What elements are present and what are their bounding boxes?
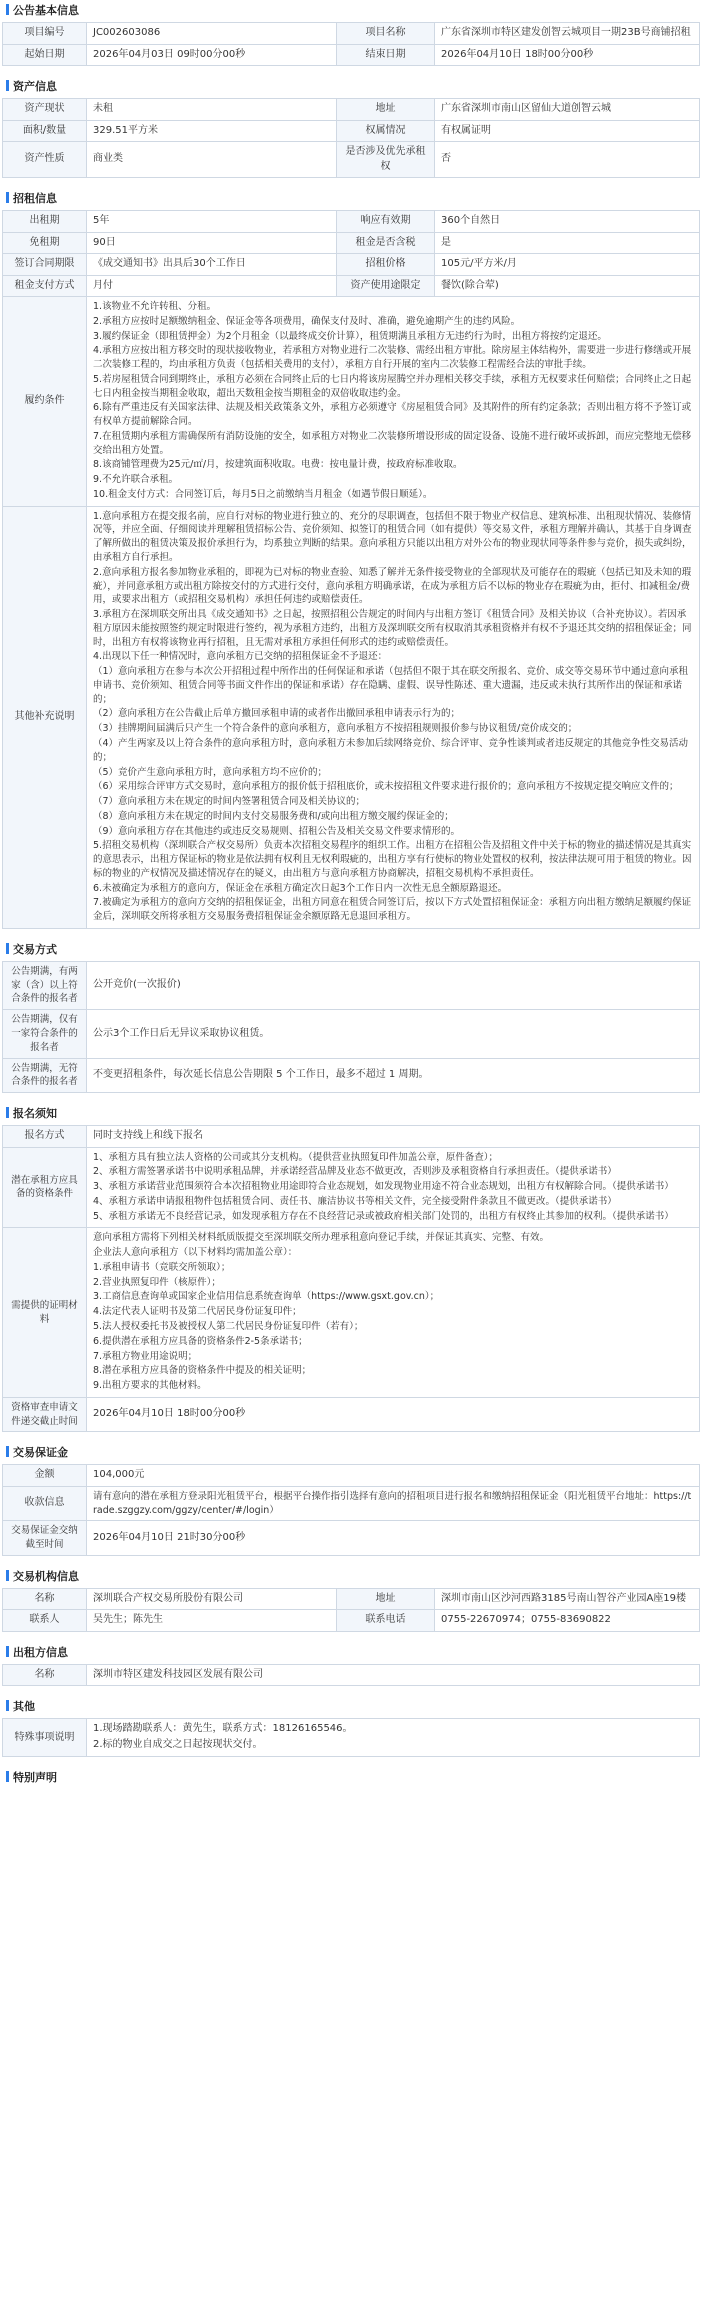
other-note-item: 7.被确定为承租方的意向方交纳的招租保证金，出租方同意在租赁合同签订后，按以下方式处置招租保证金：承租方向出租方缴纳足额履约保证金后，深圳联交所将承租方交易服务费招租保证金余额原路无息退回承租方。	[93, 897, 692, 923]
label-price: 招租价格	[337, 254, 435, 276]
other-note-item: 6.未被确定为承租方的意向方，保证金在承租方确定次日起3个工作日内一次性无息全额原路退还。	[93, 882, 508, 894]
label-asset-status: 资产现状	[3, 99, 87, 121]
section-trade-title: 交易方式	[13, 942, 57, 956]
value-tax: 是	[435, 232, 700, 254]
label-free-period: 免租期	[3, 232, 87, 254]
label-deposit-method: 收款信息	[3, 1486, 87, 1521]
label-sign-deadline: 签订合同期限	[3, 254, 87, 276]
value-agency-address: 深圳市南山区沙河西路3185号南山智谷产业园A座19楼	[435, 1588, 700, 1610]
doc-item: 8.潜在承租方应具备的资格条件中提及的相关证明；	[93, 1365, 312, 1377]
agency-table	[2, 1588, 700, 1632]
doc-item: 9.出租方要求的其他材料。	[93, 1380, 207, 1392]
doc-item: 5.法人授权委托书及被授权人第二代居民身份证复印件（若有）；	[93, 1320, 364, 1332]
other-note-item: （5）竞价产生意向承租方时，意向承租方均不应价的；	[93, 766, 328, 778]
value-valid-period: 360个自然日	[435, 211, 700, 233]
special-note-item: 2.标的物业自成交之日起按现状交付。	[93, 1738, 263, 1750]
section-agency	[2, 1566, 700, 1588]
section-signup	[2, 1103, 700, 1125]
qualification-list	[87, 1147, 700, 1228]
doc-item: 意向承租方需将下列相关材料纸质版提交至深圳联交所办理承租意向登记手续，并保证其真实、完整、有效。	[93, 1232, 550, 1244]
performance-item: 10.租金支付方式：合同签订后，每月5日之前缴纳当月租金（如遇节假日顺延）。	[93, 488, 433, 500]
value-review-deadline: 2026年04月10日 18时00分00秒	[87, 1397, 700, 1432]
value-trade-none: 不变更招租条件，每次延长信息公告期限 5 个工作日，最多不超过 1 周期。	[87, 1058, 700, 1093]
label-ownership: 权属情况	[337, 120, 435, 142]
other-note-item: （3）挂牌期间届满后只产生一个符合条件的意向承租方，意向承租方不按招租规则报价参与协议租赁/竞价成交的；	[93, 723, 578, 735]
label-trade-single: 公告期满，仅有一家符合条件的报名者	[3, 1010, 87, 1058]
label-asset-type: 资产性质	[3, 142, 87, 178]
lease-table	[2, 210, 700, 929]
doc-item: 4.法定代表人证明书及第二代居民身份证复印件；	[93, 1306, 302, 1318]
value-lessor-name: 深圳市特区建发科技园区发展有限公司	[87, 1664, 700, 1686]
other-note-item: （4）产生两家及以上符合条件的意向承租方时，意向承租方未参加后续网络竞价、综合评审、竞争性谈判或者违反规定的其他竞争性交易活动的；	[93, 737, 689, 763]
other-note-item: （7）意向承租方未在规定的时间内签署租赁合同及相关协议的；	[93, 796, 366, 808]
value-agency-contact: 吴先生；陈先生	[87, 1610, 337, 1632]
label-required-docs: 需提供的证明材料	[3, 1228, 87, 1397]
special-notes-list	[87, 1719, 700, 1757]
label-project-name: 项目名称	[337, 23, 435, 45]
value-asset-type: 商业类	[87, 142, 337, 178]
doc-item: 7.承租方物业用途说明；	[93, 1350, 198, 1362]
label-asset-address: 地址	[337, 99, 435, 121]
section-trade	[2, 939, 700, 961]
performance-item: 4.承租方应按出租方移交时的现状接收物业，若承租方对物业进行二次装修、需经出租方审批。除房屋主体结构外，需要进一步进行修缮或开展二次装修工程的，均由承租方负责（包括相关费用的支付），承租方自行开展的室内二次装修工程需经合法的审批手续。	[93, 345, 692, 371]
value-deposit-method: 请有意向的潜在承租方登录阳光租赁平台，根据平台操作指引选择有意向的招租项目进行报名和缴纳招租保证金（阳光租赁平台地址：https://trade.szggzy.com/ggzy/center/#/login）	[87, 1486, 700, 1521]
qualification-item: 1、承租方具有独立法人资格的公司或其分支机构。（提供营业执照复印件加盖公章，原件备查）；	[93, 1151, 499, 1163]
label-qualification: 潜在承租方应具备的资格条件	[3, 1147, 87, 1228]
label-area: 面积/数量	[3, 120, 87, 142]
section-lease	[2, 188, 700, 210]
section-declaration	[2, 1767, 700, 1789]
value-deposit-amount: 104,000元	[87, 1465, 700, 1487]
doc-item: 3.工商信息查询单或国家企业信用信息系统查询单（https://www.gsxt.gov.cn）；	[93, 1291, 440, 1303]
performance-item: 9.不允许联合承租。	[93, 474, 179, 486]
deposit-table	[2, 1464, 700, 1556]
label-priority: 是否涉及优先承租权	[337, 142, 435, 178]
other-note-item: 4.出现以下任一种情况时，意向承租方已交纳的招租保证金不予退还：	[93, 651, 388, 663]
label-special-notes: 特殊事项说明	[3, 1719, 87, 1757]
doc-item: 2.营业执照复印件（核原件）；	[93, 1276, 221, 1288]
doc-item: 企业法人意向承租方（以下材料均需加盖公章）：	[93, 1247, 298, 1259]
label-performance: 履约条件	[3, 297, 87, 507]
other-note-item: （6）采用综合评审方式交易时，意向承租方的报价低于招租底价，或未按招租文件要求进行报价的；意向承租方不按规定提交响应文件的；	[93, 781, 679, 793]
section-lessor-title: 出租方信息	[13, 1645, 68, 1659]
value-signup-method: 同时支持线上和线下报名	[87, 1126, 700, 1148]
performance-item: 2.承租方应按时足额缴纳租金、保证金等各项费用，确保支付及时、准确，避免逾期产生的违约风险。	[93, 315, 521, 327]
value-priority: 否	[435, 142, 700, 178]
section-asset	[2, 76, 700, 98]
section-lease-title: 招租信息	[13, 192, 57, 205]
value-project-no: JC002603086	[87, 23, 337, 45]
doc-item: 1.承租申请书（竞联交所领取）；	[93, 1261, 231, 1273]
other-note-item: （2）意向承租方在公告截止后单方撤回承租申请的或者作出撤回承租申请表示行为的；	[93, 708, 461, 720]
section-basic-title: 公告基本信息	[13, 4, 79, 17]
label-review-deadline: 资格审查申请文件递交截止时间	[3, 1397, 87, 1432]
performance-list	[87, 297, 700, 507]
section-other	[2, 1696, 700, 1718]
other-note-item: 1.意向承租方在提交报名前，应自行对标的物业进行独立的、充分的尽职调查，包括但不限于物业产权信息、建筑标准、出租现状情况、装修情况等，并应全面、仔细阅读并理解租赁招标公告、竞价须知、拟签订的租赁合同（如有提供）等交易文件，承租方理解并确认，其基于自身调查了解所做出的租赁决策及报价承担行为，均系独立判断的结果。意向承租方只能以出租方对外公布的物业现状同等条件参与竞价，损失或纠纷，由承租方自行承担。	[93, 510, 692, 564]
other-note-item: （9）意向承租方存在其他违约或违反交易规则、招租公告及相关交易文件要求情形的。	[93, 825, 461, 837]
label-project-no: 项目编号	[3, 23, 87, 45]
qualification-item: 5、承租方承诺无不良经营记录，如发现承租方存在不良经营记录或被政府相关部门处罚的，出租方有权终止其参加的权利。（提供承诺书）	[93, 1210, 674, 1222]
basic-table	[2, 22, 700, 66]
label-tax: 租金是否含税	[337, 232, 435, 254]
performance-item: 5.若房屋租赁合同到期终止，承租方必须在合同终止后的七日内将该房屋腾空并办理相关移交手续，承租方无权要求任何赔偿；合同终止之日起七日内租金按当期租金收取，超出天数租金按当期租金的双倍收取违约金。	[93, 373, 692, 399]
value-price: 105元/平方米/月	[435, 254, 700, 276]
asset-table	[2, 98, 700, 178]
label-lessor-name: 名称	[3, 1664, 87, 1686]
label-signup-method: 报名方式	[3, 1126, 87, 1148]
special-note-item: 1.现场踏勘联系人：黄先生，联系方式：18126165546。	[93, 1723, 353, 1735]
label-agency-contact: 联系人	[3, 1610, 87, 1632]
label-end-date: 结束日期	[337, 44, 435, 66]
label-deposit-amount: 金额	[3, 1465, 87, 1487]
value-asset-status: 未租	[87, 99, 337, 121]
other-table	[2, 1718, 700, 1757]
other-note-item: 3.承租方在深圳联交所出具《成交通知书》之日起，按照招租公告规定的时间内与出租方签订《租赁合同》及相关协议（合补充协议）。若因承租方原因未能按照签约规定时限进行签约，视为承租方违约，出租方及深圳联交所有权取消其承租资格并有权不予退还其交纳的招租保证金；同时，出租方有权将该物业再行招租，且无需对承租方承担任何形式的违约或赔偿责任。	[93, 609, 692, 648]
label-deposit-deadline: 交易保证金交纳截至时间	[3, 1521, 87, 1556]
qualification-item: 3、承租方承诺营业范围须符合本次招租物业用途即符合业态规划，如发现物业用途不符合业态规划，出租方有权解除合同。（提供承诺书）	[93, 1181, 674, 1193]
label-agency-phone: 联系电话	[337, 1610, 435, 1632]
other-note-item: 5.招租交易机构（深圳联合产权交易所）负责本次招租交易程序的组织工作。出租方在招租公告及招租文件中关于标的物业的描述情况是其真实的意思表示，出租方保证标的物业是依法拥有权利且无权利瑕疵的，出租方享有行使标的物业处置权的权利，按法律法规可用于租赁的物业。因标的物业的产权情况及描述情况存在的疑义，由出租方与意向承租方协商解决，招租交易机构不承担责任。	[93, 840, 692, 879]
value-end-date: 2026年04月10日 18时00分00秒	[435, 44, 700, 66]
performance-item: 1.该物业不允许转租、分租。	[93, 301, 217, 312]
section-basic	[2, 0, 700, 22]
lessor-table	[2, 1664, 700, 1687]
section-lessor	[2, 1642, 700, 1664]
label-trade-none: 公告期满，无符合条件的报名者	[3, 1058, 87, 1093]
label-use: 资产使用途限定	[337, 275, 435, 297]
performance-item: 7.在租赁期内承租方需确保所有消防设施的安全，如承租方对物业二次装修所增设形成的固定设备、设施不进行破坏或拆卸，而应完整地无偿移交给出租方处置。	[93, 430, 692, 456]
value-agency-phone: 0755-22670974；0755-83690822	[435, 1610, 700, 1632]
value-trade-single: 公示3个工作日后无异议采取协议租赁。	[87, 1010, 700, 1058]
label-trade-multiple: 公告期满，有两家（含）以上符合条件的报名者	[3, 961, 87, 1009]
label-agency-address: 地址	[337, 1588, 435, 1610]
value-project-name: 广东省深圳市特区建发创智云城项目一期23B号商铺招租	[435, 23, 700, 45]
signup-table	[2, 1125, 700, 1432]
qualification-item: 2、承租方需签署承诺书中说明承租品牌，并承诺经营品牌及业态不做更改，否则涉及承租资格自行承担责任。（提供承诺书）	[93, 1166, 617, 1178]
value-asset-address: 广东省深圳市南山区留仙大道创智云城	[435, 99, 700, 121]
other-notes-list	[87, 506, 700, 928]
section-asset-title: 资产信息	[13, 80, 57, 93]
label-agency-name: 名称	[3, 1588, 87, 1610]
section-deposit-title: 交易保证金	[13, 1446, 68, 1460]
other-note-item: （1）意向承租方在参与本次公开招租过程中所作出的任何保证和承诺（包括但不限于其在联交所报名、竞价、成交等交易环节中通过意向承租申请书、竞价须知、租赁合同等书面文件作出的保证和承诺）存在隐瞒、虚假、误导性陈述、重大遗漏，违反或未执行其所作出的保证和承诺的；	[93, 666, 689, 705]
value-agency-name: 深圳联合产权交易所股份有限公司	[87, 1588, 337, 1610]
label-payment: 租金支付方式	[3, 275, 87, 297]
value-area: 329.51平方米	[87, 120, 337, 142]
qualification-item: 4、承租方承诺申请报租物件包括租赁合同、责任书、廉洁协议书等相关文件，完全接受附件条款且不做更改。（提供承诺书）	[93, 1195, 617, 1207]
value-ownership: 有权属证明	[435, 120, 700, 142]
other-note-item: 2.意向承租方报名参加物业承租的，即视为已对标的物业查验、知悉了解并无条件接受物业的全部现状及可能存在的瑕疵（包括已知及未知的瑕疵），并同意承租方或出租方除按交付的方式进行交付，意向承租方明确承诺，在成为承租方后不以标的物业存在瑕疵为由，拒付、扣减租金/费用，或要求出租方（或招租交易机构）承担任何违约或赔偿责任。	[93, 566, 692, 606]
label-start-date: 起始日期	[3, 44, 87, 66]
value-use: 餐饮(除合荤)	[435, 275, 700, 297]
performance-item: 8.该商铺管理费为25元/㎡/月，按建筑面积收取。电费：按电量计费，按政府标准收取。	[93, 459, 463, 471]
section-deposit	[2, 1442, 700, 1464]
section-agency-title: 交易机构信息	[13, 1569, 79, 1583]
section-other-title: 其他	[13, 1700, 35, 1714]
doc-item: 6.提供潜在承租方应具备的资格条件2-5条承诺书；	[93, 1335, 308, 1347]
value-start-date: 2026年04月03日 09时00分00秒	[87, 44, 337, 66]
value-sign-deadline: 《成交通知书》出具后30个工作日	[87, 254, 337, 276]
label-valid-period: 响应有效期	[337, 211, 435, 233]
section-declaration-title: 特别声明	[13, 1771, 57, 1785]
value-deposit-deadline: 2026年04月10日 21时30分00秒	[87, 1521, 700, 1556]
trade-table	[2, 961, 700, 1093]
label-other-notes: 其他补充说明	[3, 506, 87, 928]
performance-item: 3.履约保证金（即租赁押金）为2个月租金（以最终成交价计算），租赁期满且承租方无违约行为时，出租方将按约定退还。	[93, 330, 607, 342]
other-note-item: （8）意向承租方未在规定的时间内支付交易服务费和/或向出租方缴交履约保证金的；	[93, 810, 454, 822]
value-lease-term: 5年	[87, 211, 337, 233]
section-signup-title: 报名须知	[13, 1107, 57, 1121]
value-trade-multiple: 公开竞价(一次报价)	[87, 961, 700, 1009]
performance-item: 6.除有严重违反有关国家法律、法规及相关政策条文外，承租方必须遵守《房屋租赁合同》及其附件的所有约定条款；否则出租方将不予签订或有权单方提前解除合同。	[93, 402, 692, 428]
label-lease-term: 出租期	[3, 211, 87, 233]
value-payment: 月付	[87, 275, 337, 297]
value-free-period: 90日	[87, 232, 337, 254]
required-docs-list	[87, 1228, 700, 1397]
